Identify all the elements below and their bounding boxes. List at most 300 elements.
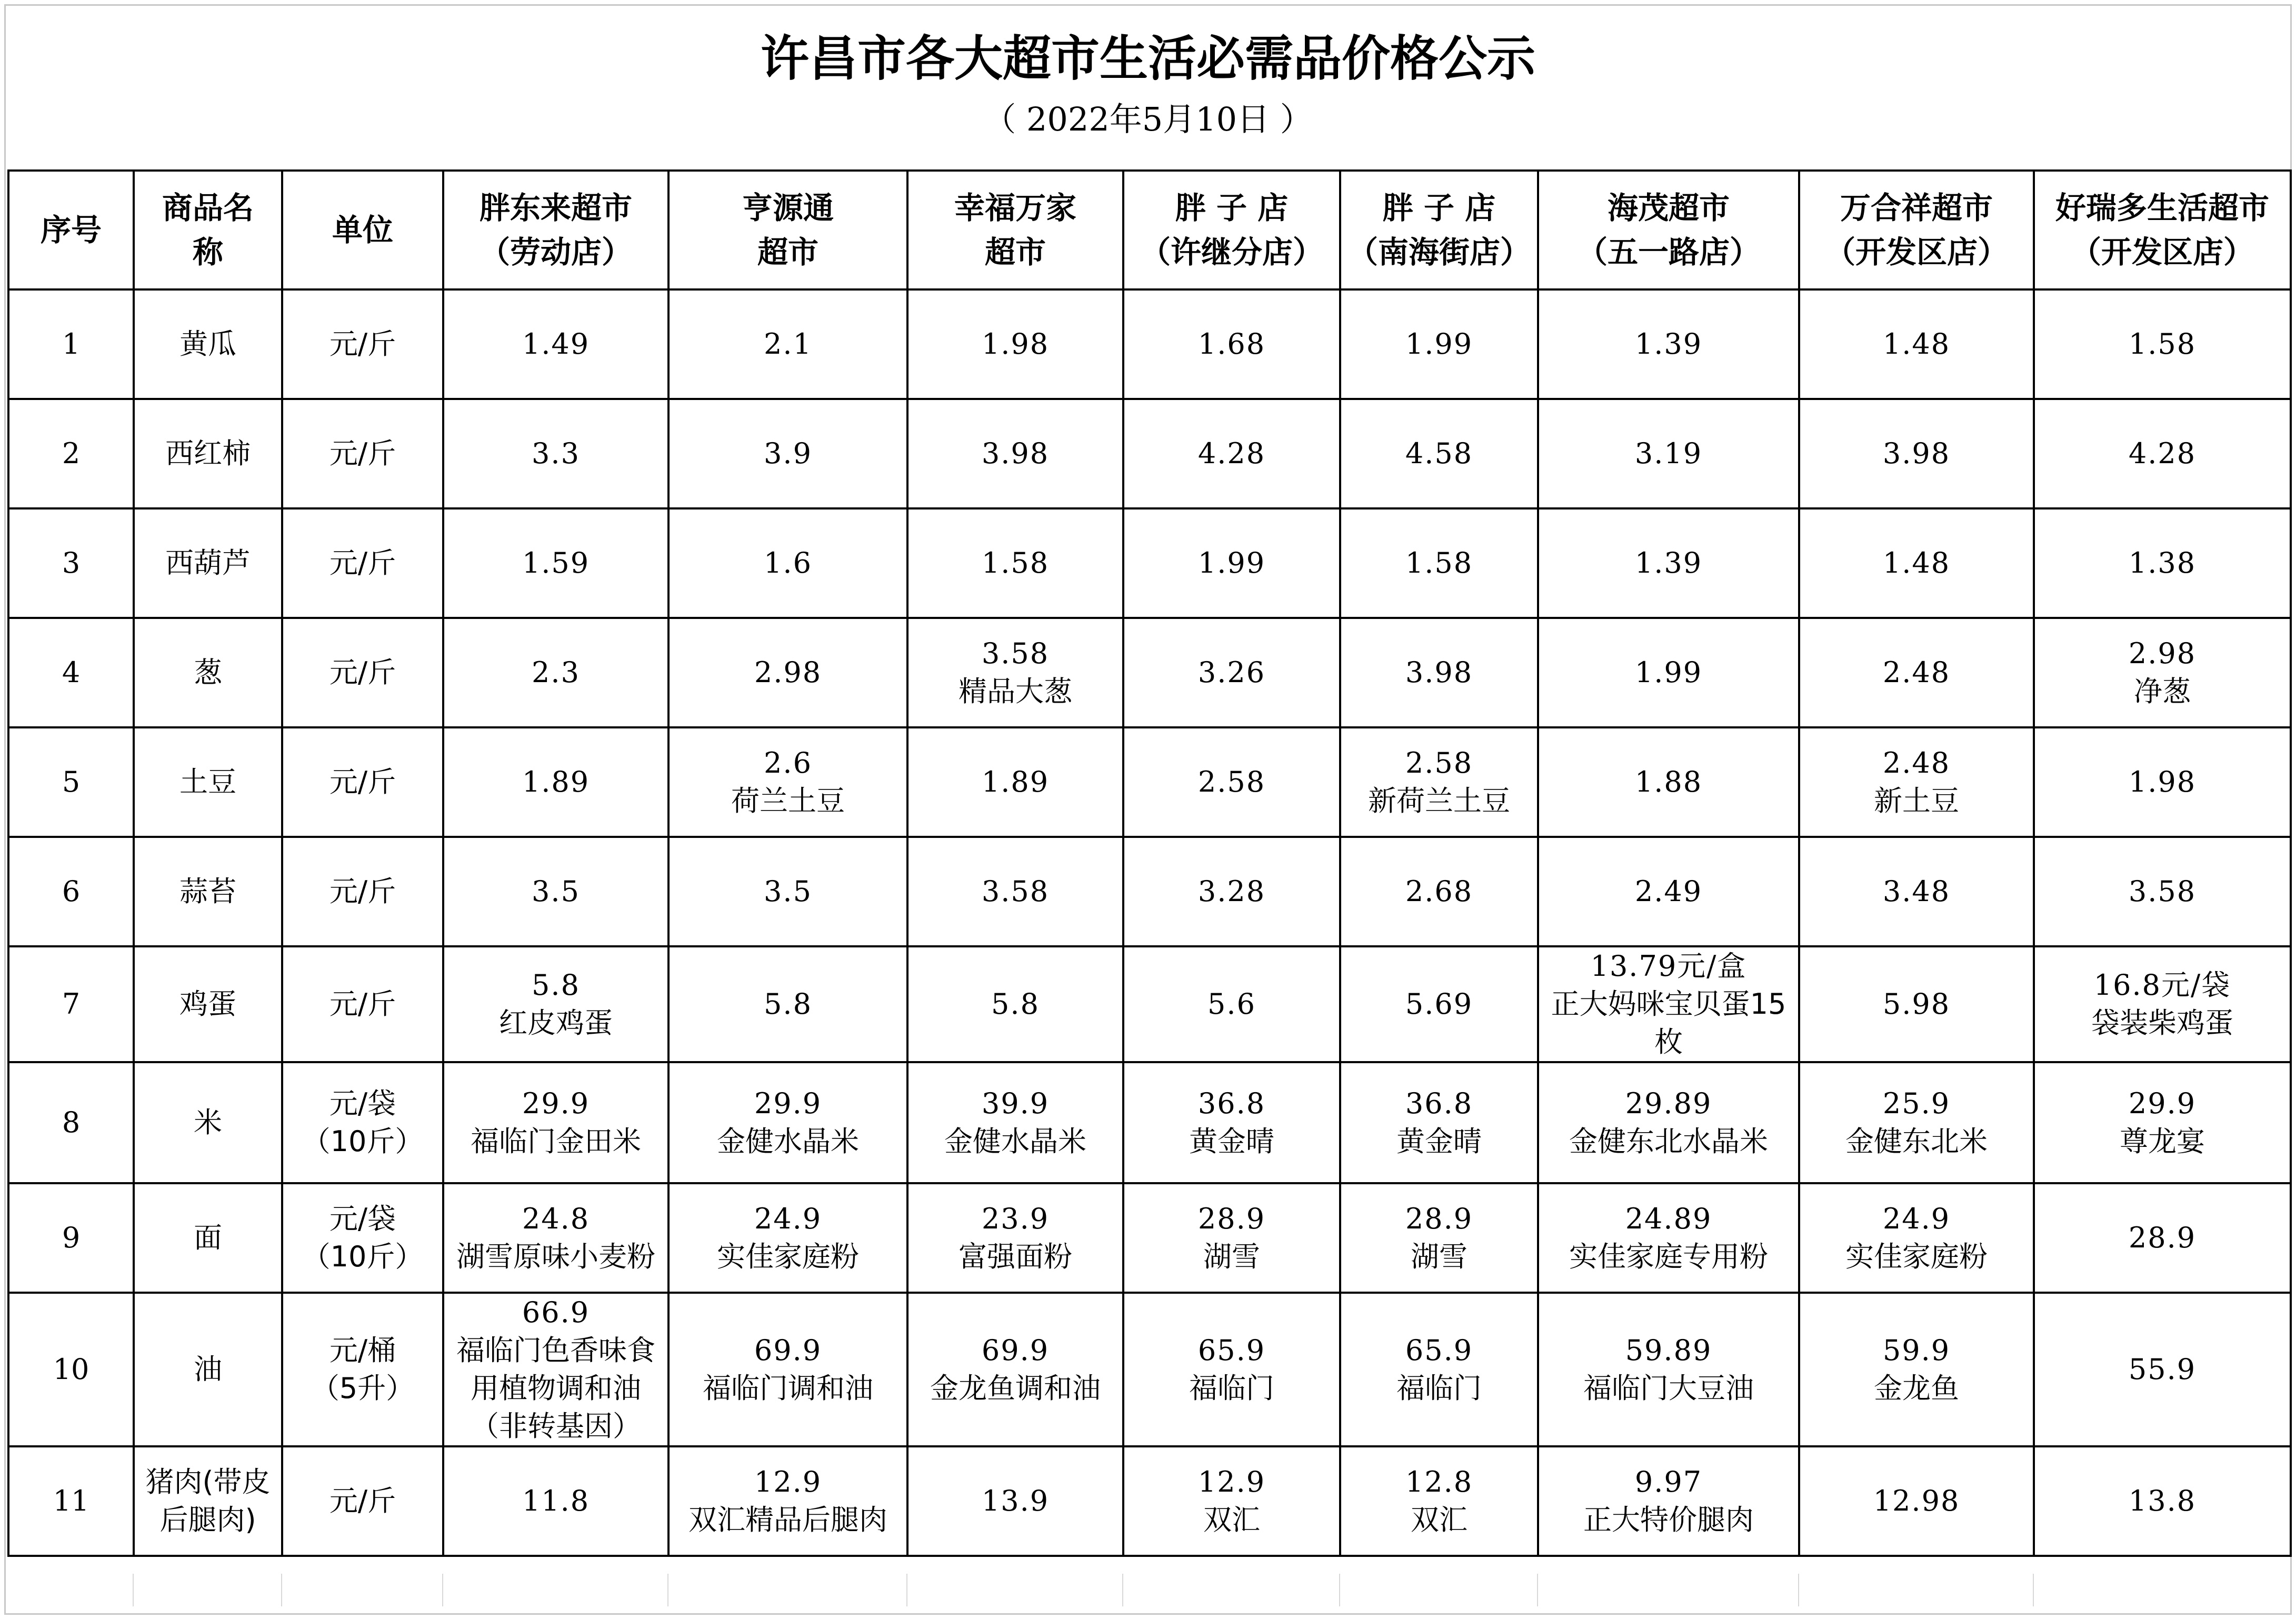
product-brand-note: 正大特价腿肉: [1583, 1503, 1754, 1536]
header-label: [446, 186, 665, 274]
price-cell: [1123, 1446, 1340, 1556]
price-value: 24.9: [1882, 1202, 1951, 1235]
price-cell: [907, 727, 1123, 837]
product-brand-note: 双汇精品后腿肉: [688, 1503, 887, 1536]
product-name-lines: [137, 1351, 279, 1388]
price-cell: [2034, 946, 2291, 1062]
price-value: 23.9: [981, 1202, 1050, 1235]
price-cell: [907, 837, 1123, 946]
price-cell: [1799, 1446, 2034, 1556]
product-name-lines: [137, 1463, 279, 1539]
price-cell: [1340, 289, 1538, 399]
header-line: （五一路店）: [1576, 234, 1760, 270]
unit-lines: [285, 1332, 440, 1407]
price-value: 9.97: [1634, 1465, 1703, 1498]
price-value: 1.89: [981, 765, 1050, 798]
price-value: 39.9: [981, 1087, 1050, 1120]
price-value: 3.98: [1882, 437, 1951, 470]
product-name: [134, 946, 282, 1062]
price-value: 5.8: [991, 987, 1040, 1021]
price-value: 12.9: [1197, 1465, 1266, 1498]
product-name-line: 黄瓜: [179, 327, 236, 361]
unit-line: 元/袋: [329, 1202, 396, 1235]
price-cell: [1123, 727, 1340, 837]
product-brand-note: 实佳家庭粉: [1845, 1240, 1988, 1273]
price-value: 29.9: [522, 1087, 590, 1120]
price-cell: [1123, 1293, 1340, 1446]
price-value: 3.5: [764, 875, 812, 908]
product-brand-note: 福临门大豆油: [1583, 1372, 1754, 1405]
header-line: 单位: [332, 212, 393, 248]
price-value: 1.99: [1405, 327, 1473, 361]
price-value: 3.26: [1197, 656, 1266, 689]
price-value: 1.68: [1197, 327, 1266, 361]
header-line: 序号: [40, 212, 102, 248]
price-cell: [443, 1446, 668, 1556]
unit-line: 元/桶: [329, 1334, 396, 1367]
price-value: 1.88: [1634, 765, 1703, 798]
price-cell: [1123, 837, 1340, 946]
header-label: [137, 186, 279, 274]
price-value: 3.58: [2128, 875, 2197, 908]
price-cell: [907, 1062, 1123, 1183]
unit: [282, 289, 443, 399]
product-name: [134, 1183, 282, 1293]
product-name: [134, 1062, 282, 1183]
product-name-line: 后腿肉): [159, 1503, 256, 1536]
price-value: 13.79元/盒: [1590, 950, 1747, 983]
price-value: 29.9: [754, 1087, 822, 1120]
price-value: 36.8: [1405, 1087, 1473, 1120]
unit-lines: [285, 1482, 440, 1520]
price-cell: [1799, 946, 2034, 1062]
table-row: [8, 399, 2291, 508]
product-brand-note: 福临门色香味食用植物调和油（非转基因）: [456, 1334, 655, 1443]
header-line: （南海街店）: [1347, 234, 1531, 270]
header-line: 胖 子 店: [1175, 190, 1289, 226]
unit: [282, 1183, 443, 1293]
table-trailing-gridlines: [7, 1574, 2290, 1606]
product-name-line: 米: [194, 1106, 222, 1139]
price-value: 2.49: [1634, 875, 1703, 908]
price-cell: [2034, 1183, 2291, 1293]
price-cell: [443, 946, 668, 1062]
price-value: 65.9: [1405, 1334, 1473, 1367]
header-no: [8, 171, 134, 289]
product-name-lines: [137, 985, 279, 1023]
row-number: 1: [8, 289, 134, 399]
unit: [282, 1062, 443, 1183]
price-value: 1.49: [522, 327, 590, 361]
unit-lines: [285, 985, 440, 1023]
price-cell: [907, 1446, 1123, 1556]
table-body: [8, 289, 2291, 1556]
price-value: 12.98: [1873, 1484, 1960, 1517]
price-value: 5.69: [1405, 987, 1473, 1021]
price-value: 28.9: [1405, 1202, 1473, 1235]
price-value: 1.58: [981, 546, 1050, 579]
price-cell: [1799, 837, 2034, 946]
unit: [282, 837, 443, 946]
product-name: [134, 399, 282, 508]
product-name-line: 西红柿: [165, 437, 251, 470]
product-name-line: 土豆: [179, 765, 236, 798]
product-name-line: 鸡蛋: [179, 987, 236, 1021]
price-value: 1.58: [2128, 327, 2197, 361]
price-value: 3.98: [1405, 656, 1473, 689]
unit-line: 元/袋: [329, 1087, 396, 1120]
price-value: 1.58: [1405, 546, 1473, 579]
price-value: 2.98: [754, 656, 822, 689]
unit-line: 元/斤: [329, 656, 396, 689]
unit-line: （10斤）: [302, 1240, 424, 1273]
header-store: [668, 171, 907, 289]
header-label: [2037, 186, 2288, 274]
product-name-lines: [137, 763, 279, 801]
unit-line: 元/斤: [329, 1484, 396, 1517]
price-value: 5.6: [1207, 987, 1256, 1021]
row-number: 2: [8, 399, 134, 508]
product-name-line: 油: [194, 1353, 222, 1386]
price-value: 2.98: [2128, 637, 2197, 670]
product-name: [134, 508, 282, 618]
table-row: [8, 1062, 2291, 1183]
unit: [282, 508, 443, 618]
unit-lines: [285, 763, 440, 801]
price-cell: [907, 289, 1123, 399]
product-brand-note: 荷兰土豆: [731, 784, 845, 817]
price-value: 4.58: [1405, 437, 1473, 470]
price-cell: [668, 1183, 907, 1293]
price-cell: [1123, 1183, 1340, 1293]
table-row: [8, 1446, 2291, 1556]
product-brand-note: 福临门金田米: [471, 1125, 641, 1158]
product-name-line: 面: [194, 1221, 222, 1254]
price-cell: [2034, 289, 2291, 399]
unit-line: 元/斤: [329, 765, 396, 798]
price-cell: [907, 508, 1123, 618]
document-date: （ 2022年5月10日 ）: [983, 100, 1313, 138]
product-brand-note: 正大妈咪宝贝蛋15枚: [1551, 987, 1786, 1058]
document-title: 许昌市各大超市生活必需品价格公示: [760, 31, 1535, 87]
price-cell: [668, 1062, 907, 1183]
price-cell: [1538, 399, 1799, 508]
header-store: [1340, 171, 1538, 289]
price-cell: [443, 289, 668, 399]
price-value: 69.9: [981, 1334, 1050, 1367]
header-line: （开发区店）: [2070, 234, 2254, 270]
product-brand-note: 精品大葱: [959, 675, 1072, 708]
header-line: 胖 子 店: [1382, 190, 1496, 226]
price-value: 69.9: [754, 1334, 822, 1367]
header-line: 亨源通: [742, 190, 834, 226]
header-name: [134, 171, 282, 289]
price-cell: [907, 946, 1123, 1062]
price-value: 13.8: [2128, 1484, 2197, 1517]
unit-lines: [285, 544, 440, 582]
price-value: 12.8: [1405, 1465, 1473, 1498]
price-value: 5.8: [532, 968, 580, 1002]
unit-line: （10斤）: [302, 1125, 424, 1158]
price-cell: [443, 837, 668, 946]
header-line: 超市: [757, 234, 818, 270]
price-cell: [1538, 946, 1799, 1062]
product-brand-note: 福临门: [1189, 1372, 1274, 1405]
price-value: 29.9: [2128, 1087, 2197, 1120]
price-cell: [1340, 837, 1538, 946]
price-value: 55.9: [2128, 1353, 2197, 1386]
price-cell: [2034, 1062, 2291, 1183]
price-value: 1.89: [522, 765, 590, 798]
price-cell: [1538, 1062, 1799, 1183]
price-value: 3.28: [1197, 875, 1266, 908]
unit-lines: [285, 654, 440, 692]
price-value: 3.58: [981, 875, 1050, 908]
price-cell: [1538, 1446, 1799, 1556]
price-cell: [1340, 1293, 1538, 1446]
unit-lines: [285, 325, 440, 363]
product-name-line: 猪肉(带皮: [145, 1465, 271, 1498]
price-value: 1.98: [2128, 765, 2197, 798]
price-value: 16.8元/袋: [2093, 968, 2231, 1002]
price-value: 1.59: [522, 546, 590, 579]
price-value: 2.3: [532, 656, 580, 689]
header-label: [12, 208, 131, 252]
unit-lines: [285, 873, 440, 911]
product-brand-note: 金健东北水晶米: [1569, 1125, 1768, 1158]
header-line: 商品名: [162, 190, 254, 226]
product-brand-note: 尊龙宴: [2120, 1125, 2205, 1158]
price-cell: [1799, 618, 2034, 727]
price-cell: [2034, 618, 2291, 727]
table-row: [8, 1293, 2291, 1446]
product-name: [134, 837, 282, 946]
product-brand-note: 黄金晴: [1396, 1125, 1482, 1158]
header-store: [2034, 171, 2291, 289]
price-value: 1.39: [1634, 546, 1703, 579]
product-brand-note: 湖雪: [1203, 1240, 1260, 1273]
price-value: 2.48: [1882, 746, 1951, 779]
price-cell: [2034, 1446, 2291, 1556]
price-value: 12.9: [754, 1465, 822, 1498]
price-value: 5.8: [764, 987, 812, 1021]
price-cell: [1799, 289, 2034, 399]
product-name-lines: [137, 435, 279, 473]
price-cell: [1340, 1062, 1538, 1183]
header-label: [672, 186, 904, 274]
product-name-lines: [137, 1104, 279, 1142]
price-value: 3.5: [532, 875, 580, 908]
price-cell: [2034, 727, 2291, 837]
product-brand-note: 金龙鱼: [1874, 1372, 1959, 1405]
product-brand-note: 福临门调和油: [703, 1372, 873, 1405]
product-brand-note: 实佳家庭专用粉: [1569, 1240, 1768, 1273]
price-cell: [1123, 399, 1340, 508]
price-cell: [1340, 618, 1538, 727]
price-cell: [443, 1062, 668, 1183]
price-value: 2.58: [1197, 765, 1266, 798]
price-value: 3.19: [1634, 437, 1703, 470]
price-cell: [1538, 618, 1799, 727]
price-value: 24.89: [1625, 1202, 1712, 1235]
price-value: 4.28: [2128, 437, 2197, 470]
unit-line: 元/斤: [329, 875, 396, 908]
price-cell: [907, 618, 1123, 727]
unit-line: 元/斤: [329, 987, 396, 1021]
price-value: 5.98: [1882, 987, 1951, 1021]
price-value: 1.39: [1634, 327, 1703, 361]
product-brand-note: 双汇: [1203, 1503, 1260, 1536]
price-value: 2.6: [764, 746, 812, 779]
product-name-lines: [137, 873, 279, 911]
price-value: 36.8: [1197, 1087, 1266, 1120]
product-name: [134, 727, 282, 837]
row-number: 9: [8, 1183, 134, 1293]
unit-line: 元/斤: [329, 437, 396, 470]
price-cell: [1799, 727, 2034, 837]
price-cell: [1799, 508, 2034, 618]
product-brand-note: 新荷兰土豆: [1368, 784, 1510, 817]
price-value: 1.48: [1882, 546, 1951, 579]
price-cell: [668, 946, 907, 1062]
product-brand-note: 金健水晶米: [944, 1125, 1086, 1158]
header-line: 万合祥超市: [1840, 190, 1993, 226]
price-cell: [1799, 399, 2034, 508]
price-table: [7, 169, 2292, 1557]
header-label: [1343, 186, 1535, 274]
price-cell: [1538, 508, 1799, 618]
price-cell: [1340, 946, 1538, 1062]
price-cell: [443, 618, 668, 727]
price-value: 3.48: [1882, 875, 1951, 908]
price-value: 3.58: [981, 637, 1050, 670]
unit: [282, 1293, 443, 1446]
header-line: 称: [192, 234, 223, 270]
header-store: [1123, 171, 1340, 289]
price-cell: [1340, 727, 1538, 837]
header-line: 海茂超市: [1607, 190, 1730, 226]
unit-line: 元/斤: [329, 546, 396, 579]
price-cell: [1538, 837, 1799, 946]
price-cell: [1799, 1293, 2034, 1446]
unit-line: （5升）: [311, 1372, 415, 1405]
product-brand-note: 富强面粉: [959, 1240, 1072, 1273]
price-value: 24.9: [754, 1202, 822, 1235]
price-cell: [443, 727, 668, 837]
price-value: 65.9: [1197, 1334, 1266, 1367]
price-value: 1.6: [764, 546, 812, 579]
price-cell: [668, 289, 907, 399]
header-line: （劳动店）: [479, 234, 632, 270]
price-value: 1.98: [981, 327, 1050, 361]
price-cell: [1538, 1293, 1799, 1446]
price-value: 11.8: [522, 1484, 590, 1517]
price-cell: [443, 508, 668, 618]
unit: [282, 618, 443, 727]
price-value: 4.28: [1197, 437, 1266, 470]
table-row: [8, 289, 2291, 399]
product-brand-note: 袋装柴鸡蛋: [2091, 1006, 2233, 1040]
row-number: 10: [8, 1293, 134, 1446]
unit: [282, 1446, 443, 1556]
price-cell: [443, 1293, 668, 1446]
header-label: [285, 208, 440, 252]
row-number: 11: [8, 1446, 134, 1556]
price-value: 29.89: [1625, 1087, 1712, 1120]
product-brand-note: 福临门: [1396, 1372, 1482, 1405]
price-value: 13.9: [981, 1484, 1050, 1517]
price-cell: [668, 1446, 907, 1556]
header-store: [443, 171, 668, 289]
price-cell: [1340, 1446, 1538, 1556]
price-cell: [1123, 289, 1340, 399]
price-value: 3.3: [532, 437, 580, 470]
price-value: 1.99: [1634, 656, 1703, 689]
product-brand-note: 金健东北米: [1845, 1125, 1988, 1158]
product-brand-note: 双汇: [1411, 1503, 1468, 1536]
header-unit: [282, 171, 443, 289]
price-value: 2.48: [1882, 656, 1951, 689]
product-name-lines: [137, 1219, 279, 1257]
table-row: [8, 618, 2291, 727]
product-name: [134, 289, 282, 399]
header-store: [1538, 171, 1799, 289]
price-value: 3.9: [764, 437, 812, 470]
header-label: [1126, 186, 1337, 274]
table-header-row: [8, 171, 2291, 289]
price-value: 28.9: [1197, 1202, 1266, 1235]
product-name-line: 葱: [194, 656, 222, 689]
price-cell: [1340, 1183, 1538, 1293]
row-number: 8: [8, 1062, 134, 1183]
price-value: 25.9: [1882, 1087, 1951, 1120]
product-brand-note: 净葱: [2134, 675, 2191, 708]
price-cell: [2034, 837, 2291, 946]
header-label: [1802, 186, 2031, 274]
unit-lines: [285, 435, 440, 473]
header-line: 好瑞多生活超市: [2055, 190, 2269, 226]
unit-lines: [285, 1085, 440, 1161]
header-line: 胖东来超市: [479, 190, 632, 226]
unit: [282, 399, 443, 508]
row-number: 5: [8, 727, 134, 837]
price-value: 59.9: [1882, 1334, 1951, 1367]
price-value: 66.9: [522, 1296, 590, 1329]
table-row: [8, 946, 2291, 1062]
price-cell: [668, 1293, 907, 1446]
product-brand-note: 金龙鱼调和油: [930, 1372, 1101, 1405]
price-value: 3.98: [981, 437, 1050, 470]
price-cell: [668, 618, 907, 727]
row-number: 3: [8, 508, 134, 618]
header-line: 幸福万家: [954, 190, 1076, 226]
price-value: 2.58: [1405, 746, 1473, 779]
product-name-line: 西葫芦: [165, 546, 251, 579]
product-name: [134, 1293, 282, 1446]
price-cell: [2034, 399, 2291, 508]
unit: [282, 946, 443, 1062]
price-value: 59.89: [1625, 1334, 1712, 1367]
price-cell: [907, 399, 1123, 508]
price-cell: [1538, 289, 1799, 399]
price-cell: [1123, 946, 1340, 1062]
price-value: 24.8: [522, 1202, 590, 1235]
price-cell: [443, 1183, 668, 1293]
product-brand-note: 金健水晶米: [717, 1125, 859, 1158]
price-cell: [668, 508, 907, 618]
row-number: 7: [8, 946, 134, 1062]
price-cell: [907, 1183, 1123, 1293]
